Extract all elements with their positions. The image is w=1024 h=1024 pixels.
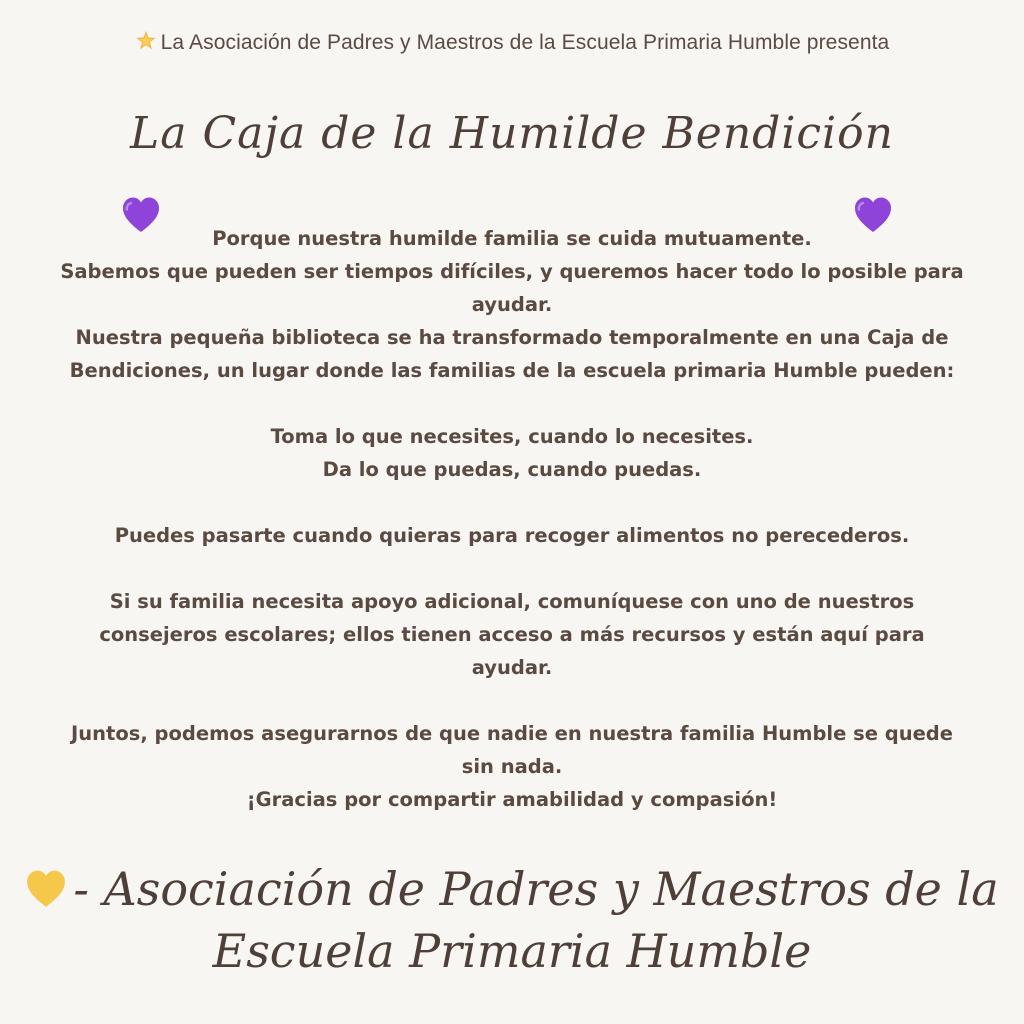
spacer	[0, 387, 1024, 420]
signature-line-2: Escuela Primaria Humble	[212, 924, 812, 978]
body-line: ¡Gracias por compartir amabilidad y compasión!	[246, 788, 778, 811]
spacer	[0, 684, 1024, 717]
body-text	[0, 222, 1024, 816]
signature	[0, 858, 1024, 982]
body-line: consejeros escolares; ellos tienen acceso a más recursos y están aquí para	[99, 623, 925, 646]
body-line: Juntos, podemos asegurarnos de que nadie en nuestra familia Humble se quede	[70, 722, 953, 745]
body-line: Sabemos que pueden ser tiempos difíciles, y queremos hacer todo lo posible para	[60, 260, 964, 283]
signature-line-1	[0, 858, 1024, 920]
body-line: Toma lo que necesites, cuando lo necesites.	[270, 425, 754, 448]
presenter-line	[0, 30, 1024, 55]
star-icon	[135, 30, 157, 52]
body-line: sin nada.	[461, 755, 563, 778]
body-line: Nuestra pequeña biblioteca se ha transformado temporalmente en una Caja de	[75, 326, 949, 349]
body-line: ayudar.	[471, 293, 553, 316]
signature-text: - Asociación de Padres y Maestros de la	[73, 862, 999, 916]
body-line: Da lo que puedas, cuando puedas.	[322, 458, 702, 481]
body-line: ayudar.	[471, 656, 553, 679]
spacer	[0, 486, 1024, 519]
body-line: Si su familia necesita apoyo adicional, comuníquese con uno de nuestros	[109, 590, 915, 613]
body-line: Bendiciones, un lugar donde las familias de la escuela primaria Humble pueden:	[69, 359, 955, 382]
spacer	[0, 552, 1024, 585]
presenter-text: La Asociación de Padres y Maestros de la Escuela Primaria Humble presenta	[160, 31, 890, 54]
yellow-heart-icon	[25, 869, 67, 909]
body-line: Puedes pasarte cuando quieras para recoger alimentos no perecederos.	[114, 524, 910, 547]
page-title: La Caja de la Humilde Bendición	[130, 108, 894, 159]
body-line: Porque nuestra humilde familia se cuida mutuamente.	[212, 227, 812, 250]
